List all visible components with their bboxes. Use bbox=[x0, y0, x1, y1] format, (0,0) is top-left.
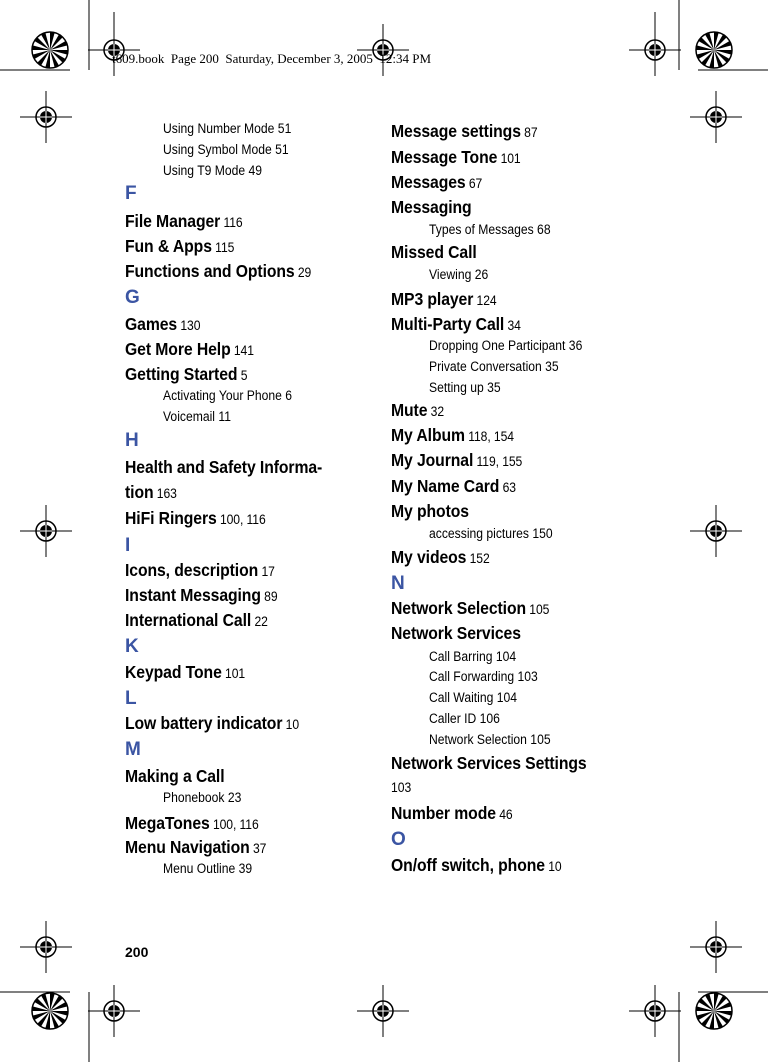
entry-page-ref: 104 bbox=[492, 649, 517, 664]
index-subentry bbox=[163, 861, 252, 876]
index-entry bbox=[125, 261, 311, 282]
entry-term: Making a Call bbox=[125, 766, 225, 786]
entry-page-ref: 26 bbox=[471, 267, 489, 282]
entry-term: Using T9 Mode bbox=[163, 163, 246, 178]
index-subentry bbox=[163, 163, 262, 178]
entry-term: Dropping One Participant bbox=[429, 338, 566, 353]
entry-term: Menu Navigation bbox=[125, 837, 250, 857]
index-subentry bbox=[429, 359, 559, 374]
entry-page-ref: 124 bbox=[473, 293, 497, 308]
index-entry bbox=[391, 855, 562, 876]
entry-term: International Call bbox=[125, 610, 252, 630]
index-letter-heading: N bbox=[391, 573, 405, 594]
entry-term: Using Symbol Mode bbox=[163, 142, 272, 157]
entry-term: Activating Your Phone bbox=[163, 388, 282, 403]
entry-term: My photos bbox=[391, 501, 469, 521]
index-entry bbox=[391, 400, 444, 421]
entry-term: Mute bbox=[391, 400, 428, 420]
index-entry bbox=[125, 364, 247, 385]
entry-page-ref: 101 bbox=[497, 151, 521, 166]
index-letter-heading: K bbox=[125, 636, 139, 657]
entry-page-ref: 67 bbox=[465, 176, 483, 191]
index-subentry bbox=[429, 380, 501, 395]
registration-crosshair-icon bbox=[629, 985, 681, 1037]
entry-page-ref: 152 bbox=[466, 551, 490, 566]
index-entry bbox=[391, 476, 516, 497]
entry-page-ref: 130 bbox=[177, 318, 201, 333]
entry-term: My Album bbox=[391, 425, 465, 445]
index-subentry bbox=[429, 526, 553, 541]
entry-page-ref: 116 bbox=[220, 215, 243, 230]
entry-term: Network Selection bbox=[391, 598, 527, 618]
entry-page-ref: 119, 155 bbox=[473, 454, 523, 469]
entry-term: File Manager bbox=[125, 211, 221, 231]
index-entry bbox=[125, 236, 234, 257]
entry-page-ref: 100, 116 bbox=[216, 512, 266, 527]
entry-page-ref: 49 bbox=[245, 163, 263, 178]
entry-page-ref: 100, 116 bbox=[209, 817, 259, 832]
entry-term: Using Number Mode bbox=[163, 121, 275, 136]
index-subentry bbox=[429, 222, 551, 237]
registration-crosshair-icon bbox=[20, 91, 72, 143]
registration-crosshair-icon bbox=[20, 921, 72, 973]
entry-page-ref: 10 bbox=[544, 859, 562, 874]
entry-term: Multi-Party Call bbox=[391, 314, 505, 334]
index-subentry bbox=[163, 388, 292, 403]
entry-page-ref: 35 bbox=[541, 359, 559, 374]
index-entry bbox=[391, 753, 587, 774]
registration-crosshair-icon bbox=[357, 24, 409, 76]
entry-term: Games bbox=[125, 314, 178, 334]
index-entry bbox=[125, 610, 268, 631]
entry-term: Number mode bbox=[391, 803, 496, 823]
entry-page-ref: 10 bbox=[282, 717, 300, 732]
entry-page-ref: 63 bbox=[499, 480, 516, 495]
entry-page-ref: 105 bbox=[526, 602, 550, 617]
index-entry bbox=[391, 121, 537, 142]
entry-term: Caller ID bbox=[429, 711, 477, 726]
index-letter-heading: L bbox=[125, 688, 137, 709]
index-entry bbox=[125, 482, 177, 503]
registration-starburst-icon bbox=[32, 32, 68, 68]
index-subentry bbox=[163, 409, 231, 424]
registration-crosshair-icon bbox=[88, 24, 140, 76]
index-entry bbox=[125, 662, 245, 683]
entry-page-ref: 106 bbox=[476, 711, 500, 726]
entry-page-ref: 17 bbox=[258, 564, 275, 579]
entry-term: Icons, description bbox=[125, 560, 259, 580]
index-subentry bbox=[429, 338, 582, 353]
entry-page-ref: 150 bbox=[528, 526, 553, 541]
entry-term: Network Selection bbox=[429, 732, 527, 747]
index-letter-heading: M bbox=[125, 739, 141, 760]
entry-page-ref: 68 bbox=[533, 222, 551, 237]
entry-page-ref: 115 bbox=[211, 240, 235, 255]
registration-starburst-icon bbox=[696, 32, 732, 68]
index-entry bbox=[125, 457, 322, 478]
entry-term: MegaTones bbox=[125, 813, 210, 833]
entry-term: Voicemail bbox=[163, 409, 216, 424]
page-header: t609.book Page 200 Saturday, December 3, 2005 12:34 PM bbox=[112, 51, 432, 66]
index-entry bbox=[391, 623, 521, 644]
entry-page-ref: 51 bbox=[274, 121, 292, 136]
entry-page-ref: 6 bbox=[281, 388, 293, 403]
entry-page-ref: 32 bbox=[427, 404, 445, 419]
entry-page-ref: 35 bbox=[483, 380, 501, 395]
entry-term: tion bbox=[125, 482, 154, 502]
entry-term: Network Services Settings bbox=[391, 753, 587, 773]
index-subentry bbox=[429, 732, 551, 747]
index-entry bbox=[391, 289, 497, 310]
entry-term: My Journal bbox=[391, 450, 474, 470]
index-entry bbox=[391, 803, 513, 824]
entry-term: accessing pictures bbox=[429, 526, 529, 541]
index-entry bbox=[125, 766, 224, 787]
index-entry bbox=[391, 242, 477, 263]
entry-page-ref: 36 bbox=[565, 338, 583, 353]
entry-term: Getting Started bbox=[125, 364, 238, 384]
index-entry bbox=[391, 547, 490, 568]
index-subentry bbox=[163, 790, 241, 805]
entry-term: Messaging bbox=[391, 197, 472, 217]
entry-page-ref: 29 bbox=[294, 265, 312, 280]
entry-page-ref: 5 bbox=[237, 368, 248, 383]
index-subentry bbox=[429, 669, 538, 684]
registration-starburst-icon bbox=[696, 993, 732, 1029]
entry-page-ref: 141 bbox=[230, 343, 254, 358]
index-entry bbox=[125, 508, 266, 529]
index-entry bbox=[391, 501, 469, 522]
entry-term: Instant Messaging bbox=[125, 585, 261, 605]
index-entry bbox=[391, 425, 514, 446]
entry-page-ref: 105 bbox=[526, 732, 551, 747]
entry-term: My Name Card bbox=[391, 476, 500, 496]
entry-page-ref: 22 bbox=[251, 614, 268, 629]
index-entry bbox=[125, 813, 259, 834]
page-number: 200 bbox=[125, 944, 149, 960]
index-entry bbox=[391, 197, 472, 218]
entry-term: Call Waiting bbox=[429, 690, 494, 705]
index-entry bbox=[391, 147, 521, 168]
entry-term: Functions and Options bbox=[125, 261, 295, 281]
index-entry bbox=[125, 560, 275, 581]
entry-term: Message settings bbox=[391, 121, 521, 141]
entry-term: Private Conversation bbox=[429, 359, 542, 374]
registration-crosshair-icon bbox=[629, 24, 681, 76]
entry-term: Keypad Tone bbox=[125, 662, 222, 682]
entry-term: Viewing bbox=[429, 267, 472, 282]
entry-term: Setting up bbox=[429, 380, 484, 395]
registration-crosshair-icon bbox=[357, 985, 409, 1037]
entry-term: Phonebook bbox=[163, 790, 225, 805]
index-entry bbox=[125, 314, 200, 335]
entry-term: Network Services bbox=[391, 623, 521, 643]
entry-term: Health and Safety Informa- bbox=[125, 457, 323, 477]
entry-term: Missed Call bbox=[391, 242, 477, 262]
index-entry bbox=[391, 172, 482, 193]
registration-crosshair-icon bbox=[690, 91, 742, 143]
entry-page-ref: 101 bbox=[221, 666, 246, 681]
index-subentry bbox=[429, 649, 516, 664]
index-entry bbox=[391, 314, 521, 335]
registration-crosshair-icon bbox=[88, 985, 140, 1037]
entry-term: Message Tone bbox=[391, 147, 498, 167]
index-subentry bbox=[429, 267, 488, 282]
registration-crosshair-icon bbox=[690, 505, 742, 557]
entry-term: Menu Outline bbox=[163, 861, 236, 876]
index-letter-heading: F bbox=[125, 183, 137, 204]
entry-page-ref: 103 bbox=[391, 780, 412, 795]
entry-term: Fun & Apps bbox=[125, 236, 212, 256]
entry-page-ref: 37 bbox=[249, 841, 267, 856]
entry-term: Get More Help bbox=[125, 339, 231, 359]
entry-page-ref: 11 bbox=[215, 409, 231, 424]
entry-page-ref: 39 bbox=[235, 861, 253, 876]
entry-term: Call Barring bbox=[429, 649, 493, 664]
entry-page-ref: 163 bbox=[153, 486, 177, 501]
index-subentry bbox=[163, 142, 289, 157]
index-letter-heading: G bbox=[125, 287, 140, 308]
entry-term: Messages bbox=[391, 172, 466, 192]
entry-page-ref: 34 bbox=[504, 318, 521, 333]
entry-page-ref: 103 bbox=[514, 669, 538, 684]
index-entry bbox=[125, 339, 254, 360]
index-subentry bbox=[163, 121, 291, 136]
entry-page-ref: 89 bbox=[260, 589, 278, 604]
index-letter-heading: H bbox=[125, 430, 139, 451]
index-entry bbox=[125, 713, 299, 734]
index-subentry bbox=[429, 711, 500, 726]
index-entry bbox=[125, 585, 277, 606]
entry-term: Types of Messages bbox=[429, 222, 534, 237]
entry-page-ref: 87 bbox=[520, 125, 538, 140]
registration-crosshair-icon bbox=[690, 921, 742, 973]
index-entry bbox=[125, 837, 266, 858]
entry-term: On/off switch, phone bbox=[391, 855, 545, 875]
registration-crosshair-icon bbox=[20, 505, 72, 557]
index-subentry bbox=[429, 690, 517, 705]
index-entry bbox=[391, 780, 411, 795]
entry-page-ref: 46 bbox=[495, 807, 513, 822]
entry-page-ref: 23 bbox=[224, 790, 242, 805]
entry-term: My videos bbox=[391, 547, 467, 567]
entry-term: Low battery indicator bbox=[125, 713, 283, 733]
index-letter-heading: O bbox=[391, 829, 406, 850]
entry-term: Call Forwarding bbox=[429, 669, 515, 684]
entry-term: HiFi Ringers bbox=[125, 508, 217, 528]
index-entry bbox=[125, 211, 243, 232]
entry-page-ref: 118, 154 bbox=[464, 429, 514, 444]
entry-page-ref: 104 bbox=[493, 690, 518, 705]
index-letter-heading: I bbox=[125, 535, 131, 556]
entry-page-ref: 51 bbox=[271, 142, 289, 157]
index-entry bbox=[391, 450, 522, 471]
index-entry bbox=[391, 598, 549, 619]
entry-term: MP3 player bbox=[391, 289, 474, 309]
registration-starburst-icon bbox=[32, 993, 68, 1029]
